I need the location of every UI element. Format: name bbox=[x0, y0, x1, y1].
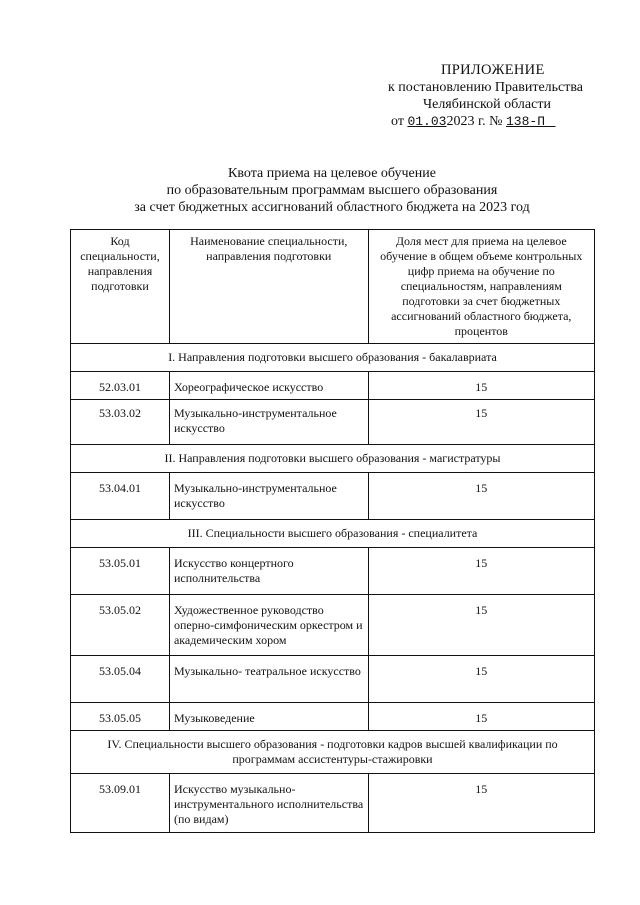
appendix-title: ПРИЛОЖЕНИЕ bbox=[441, 62, 545, 78]
resolution-number: 138-П bbox=[505, 114, 545, 129]
row-name: Музыкально- театральное искусство bbox=[169, 656, 368, 703]
row-code: 52.03.01 bbox=[71, 372, 170, 400]
appendix-region-line: Челябинской области bbox=[423, 97, 551, 112]
section-row bbox=[71, 520, 595, 548]
header-code: Код специальности, направления подготовки bbox=[71, 230, 170, 344]
table-row bbox=[71, 473, 595, 520]
table-row bbox=[71, 548, 595, 595]
table-row bbox=[71, 703, 595, 731]
header-share: Доля мест для приема на целевое обучение в общем объеме контрольных цифр приема на обучение по специальностям, направлениям подготовки за счет бюджетных ассигнований областного бюджета, процентов bbox=[368, 230, 594, 344]
section-row bbox=[71, 445, 595, 473]
table-row bbox=[71, 372, 595, 400]
section-row bbox=[71, 731, 595, 774]
appendix-resolution-line: к постановлению Правительства bbox=[388, 80, 584, 95]
table-row bbox=[71, 656, 595, 703]
row-name: Музыковедение bbox=[169, 703, 368, 731]
row-share: 15 bbox=[368, 774, 594, 833]
row-name: Искусство концертного исполнительства bbox=[169, 548, 368, 595]
row-share: 15 bbox=[368, 595, 594, 656]
row-name: Художественное руководство оперно-симфоническим оркестром и академическим хором bbox=[169, 595, 368, 656]
section-title: I. Направления подготовки высшего образования - бакалавриата bbox=[71, 344, 595, 372]
row-share: 15 bbox=[368, 473, 594, 520]
row-code: 53.05.05 bbox=[71, 703, 170, 731]
title-line-3: за счет бюджетных ассигнований областного бюджета на 2023 год bbox=[134, 200, 530, 215]
header-name: Наименование специальности, направления подготовки bbox=[169, 230, 368, 344]
row-code: 53.05.01 bbox=[71, 548, 170, 595]
row-share: 15 bbox=[368, 400, 594, 445]
date-suffix: 2023 г. № bbox=[446, 114, 503, 129]
row-code: 53.09.01 bbox=[71, 774, 170, 833]
row-name: Музыкально-инструментальное искусство bbox=[169, 473, 368, 520]
row-code: 53.04.01 bbox=[71, 473, 170, 520]
quota-table bbox=[70, 229, 595, 833]
section-row bbox=[71, 344, 595, 372]
table-row bbox=[71, 400, 595, 445]
section-title: IV. Специальности высшего образования - подготовки кадров высшей квалификации по программам ассистентуры-стажировки bbox=[71, 731, 595, 774]
row-share: 15 bbox=[368, 656, 594, 703]
table-row bbox=[71, 774, 595, 833]
table-row bbox=[71, 595, 595, 656]
row-code: 53.05.02 bbox=[71, 595, 170, 656]
row-name: Хореографическое искусство bbox=[169, 372, 368, 400]
date-value: 01.03 bbox=[407, 114, 447, 129]
document-title bbox=[0, 165, 640, 216]
row-share: 15 bbox=[368, 372, 594, 400]
title-line-1: Квота приема на целевое обучение bbox=[228, 166, 436, 181]
appendix-date-line bbox=[383, 113, 613, 130]
row-share: 15 bbox=[368, 548, 594, 595]
row-name: Искусство музыкально-инструментального исполнительства (по видам) bbox=[169, 774, 368, 833]
section-title: III. Специальности высшего образования - специалитета bbox=[71, 520, 595, 548]
section-title: II. Направления подготовки высшего образования - магистратуры bbox=[71, 445, 595, 473]
row-share: 15 bbox=[368, 703, 594, 731]
date-prefix: от bbox=[391, 114, 404, 129]
row-code: 53.03.02 bbox=[71, 400, 170, 445]
row-name: Музыкально-инструментальное искусство bbox=[169, 400, 368, 445]
row-code: 53.05.04 bbox=[71, 656, 170, 703]
table-header-row bbox=[71, 230, 595, 344]
title-line-2: по образовательным программам высшего образования bbox=[166, 183, 498, 198]
appendix-header bbox=[383, 62, 613, 130]
